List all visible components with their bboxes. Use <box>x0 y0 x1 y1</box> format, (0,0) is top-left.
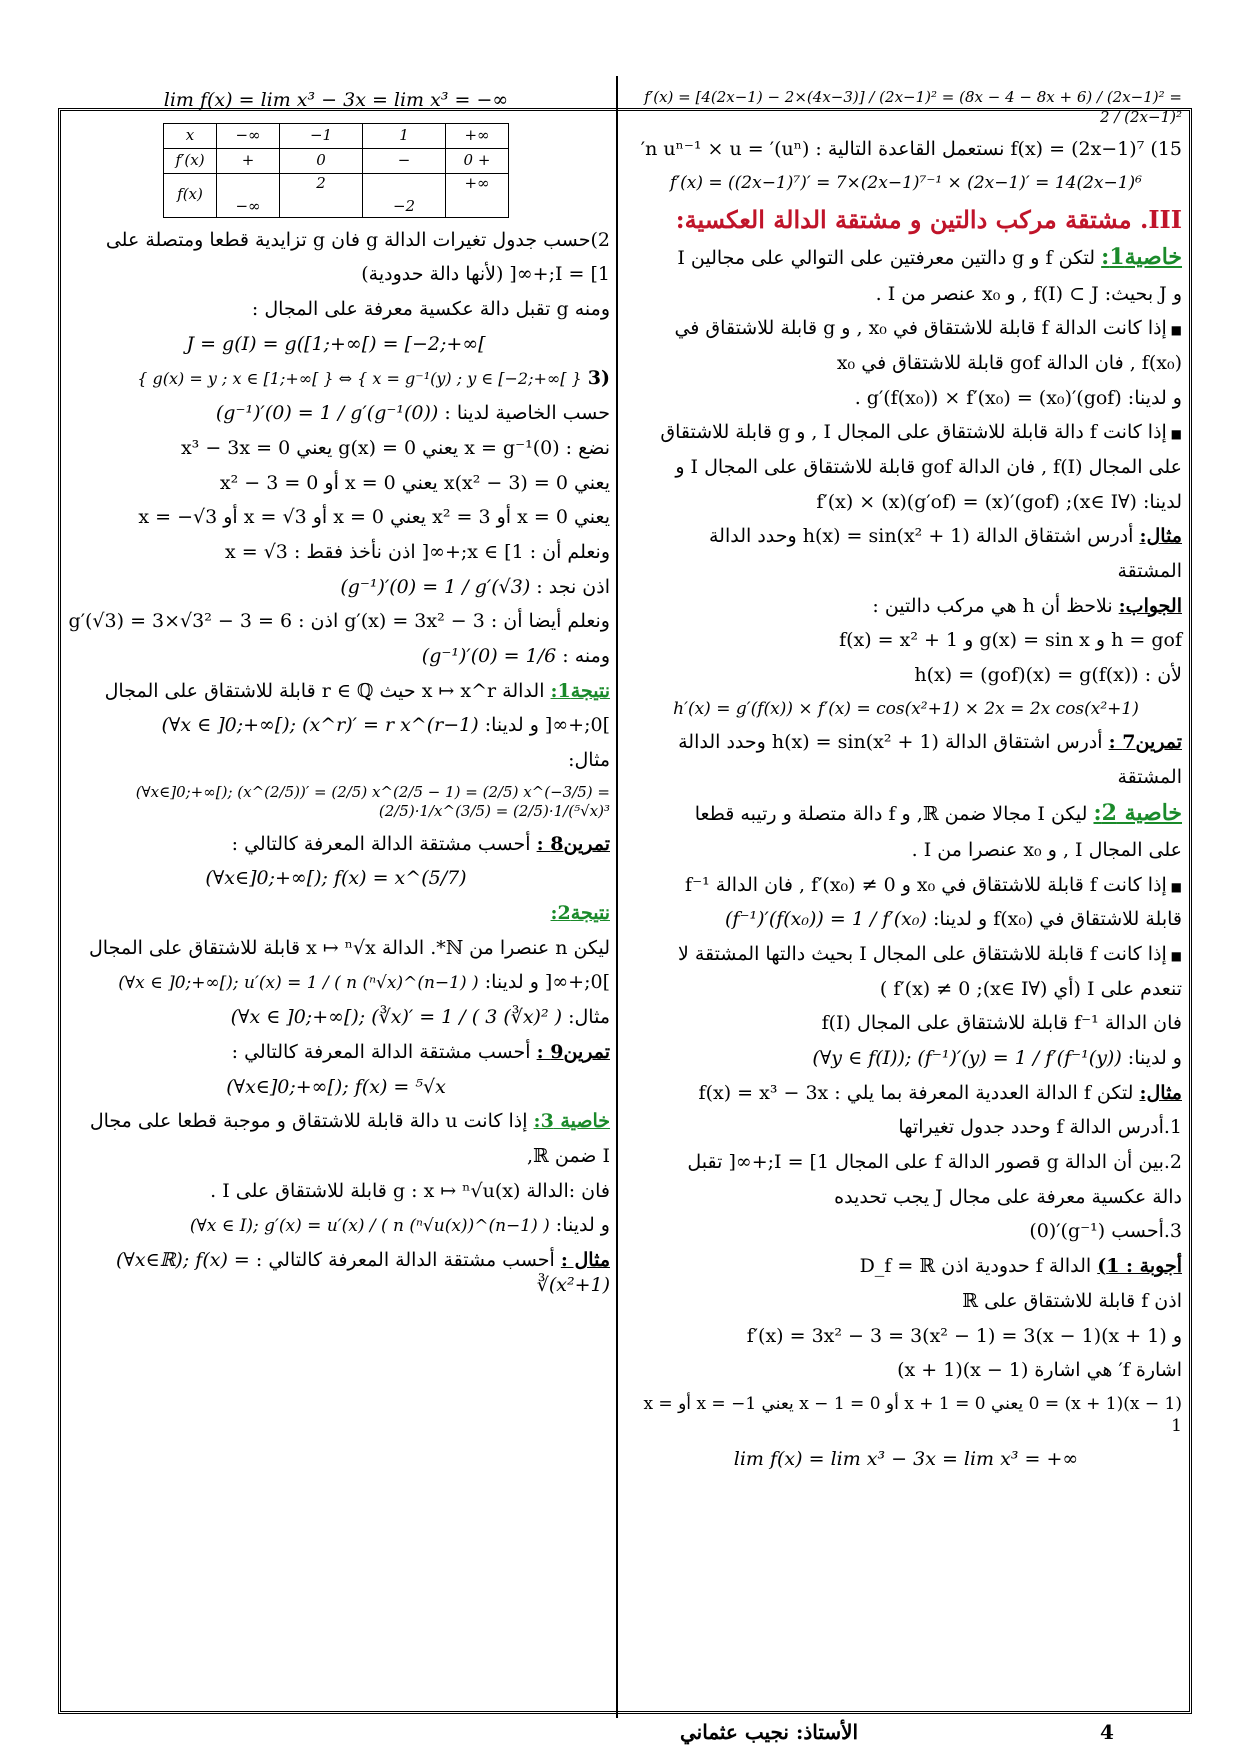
line-f-text: ومنه : <box>562 644 610 667</box>
question-2b: دالة عكسية معرفة على مجال J يجب تحديده <box>834 1185 1182 1208</box>
table-cell: −∞ <box>217 123 280 148</box>
property-1-text2: و J بحيث: f(I) ⊂ J , و x₀ عنصر من I . <box>875 282 1182 305</box>
property-3-text4: و لدينا: <box>555 1214 610 1237</box>
property-2 <box>630 799 1182 828</box>
question-3: 3.أحسب (g⁻¹)′(0) <box>1029 1220 1182 1243</box>
property-2-text2: على المجال I , و x₀ عنصرا من I . <box>911 838 1182 861</box>
eq-bullet-3: (f⁻¹)′(f(x₀)) = 1 / f′(x₀) <box>725 908 927 931</box>
property-1 <box>630 243 1182 272</box>
property-3-text3: فان :الدالة g : x ↦ ⁿ√u(x) قابلة للاشتقاق على I . <box>210 1179 610 1202</box>
last-example <box>62 1248 610 1297</box>
sign: + <box>477 150 491 169</box>
property-3-line4 <box>62 1213 610 1238</box>
example-h-heading: مثال: <box>1139 525 1182 548</box>
answers-heading: أجوبة : 1) <box>1097 1255 1182 1278</box>
result-1-text: الدالة x ↦ x^r حيث r ∈ ℚ قابلة للاشتقاق على المجال <box>104 679 545 702</box>
table-cell: 1 <box>363 123 446 148</box>
column-divider <box>616 76 618 1718</box>
prop-text: حسب الخاصية لدينا : <box>444 402 610 425</box>
result-2-line2 <box>62 970 610 995</box>
bullet-1: ■ إذا كانت الدالة f قابلة للاشتقاق في x₀ , و g قابلة للاشتقاق في <box>630 316 1182 341</box>
property-3-heading: خاصية 3: <box>533 1110 610 1133</box>
line-e: ونعلم أيضا أن : g′(x) = 3x² − 3 اذن : g′(√3) = 3×√3² − 3 = 6 <box>68 610 610 633</box>
para-2: 2)حسب جدول تغيرات الدالة g فان g تزايدية قطعا ومتصلة على <box>105 228 610 251</box>
exercise-7-text: أدرس اشتقاق الدالة h(x) = sin(x² + 1) وحدد الدالة <box>678 730 1103 753</box>
question-2: 2.بين أن الدالة g قصور الدالة f على المجال I = [1;+∞[ تقبل <box>687 1151 1182 1174</box>
answers-text2: اذن f قابلة للاشتقاق على ℝ <box>962 1289 1182 1312</box>
property-3-text2: I ضمن ℝ, <box>526 1144 610 1167</box>
table-cell: x <box>164 123 217 148</box>
answers-text3: اشارة f′ هي اشارة (x − 1)(x + 1) <box>897 1359 1182 1382</box>
eq-exercise-9: (∀x∈]0;+∞[); f(x) = ⁵√x <box>226 1075 446 1098</box>
set-line: نضع : x = g⁻¹(0) يعني 0 = g(x) يعني x³ − 3x = 0 <box>180 436 610 459</box>
line-d <box>62 575 610 600</box>
zero: 0 <box>316 150 326 169</box>
answer <box>630 594 1182 619</box>
eq-15: f′(x) = ((2x−1)⁷)′ = 7×(2x−1)⁷⁻¹ × (2x−1)′ = 14(2x−1)⁶ <box>669 172 1143 193</box>
result-2-heading: نتيجة2: <box>550 902 610 925</box>
example-1 <box>62 748 610 773</box>
bullet-1-text3: و لدينا: (gof)′(x₀) = g′(f(x₀)) × f′(x₀) . <box>854 386 1182 409</box>
table-row <box>164 148 509 173</box>
main-example-heading: مثال: <box>1139 1081 1182 1104</box>
table-row <box>164 173 509 217</box>
table-cell: f(x) <box>164 173 217 217</box>
q15-text: f(x) = (2x−1)⁷ نستعمل القاعدة التالية : (uⁿ)′ = n uⁿ⁻¹ × u′ <box>640 138 1145 160</box>
eq-property-3: (∀x ∈ I); g′(x) = u′(x) / ( n (ⁿ√u(x))^(n−1) ) <box>189 1216 550 1237</box>
example-2 <box>62 1005 610 1030</box>
bullet-2-text2: على المجال f(I) , فان الدالة gof قابلة للاشتقاق على المجال I و <box>675 456 1182 478</box>
line-d-text: اذن نجد : <box>536 575 610 598</box>
property-2-heading: خاصية 2: <box>1093 800 1182 827</box>
line-c: ونعلم أن : x ∈ [1;+∞[ اذن نأخذ فقط : x = √3 <box>224 540 610 563</box>
bullet-4-text4: و لدينا: <box>1127 1047 1182 1069</box>
table-cell <box>217 148 280 173</box>
property-1-heading: خاصية1: <box>1101 243 1182 270</box>
zero: 0 <box>463 150 474 169</box>
bullet-3-text2: قابلة للاشتقاق في f(x₀) و لدينا: <box>932 908 1182 931</box>
eq-result-2: (∀x ∈ ]0;+∞[); u′(x) = 1 / ( n (ⁿ√x)^(n−1) ) <box>118 973 479 994</box>
q15-label: 15) <box>1150 138 1182 160</box>
table-cell: f′(x) <box>164 148 217 173</box>
sign: + <box>241 150 255 169</box>
bullet-1-text2: f(x₀) , فان الدالة gof قابلة للاشتقاق في x₀ <box>836 351 1182 374</box>
eq-j-interval: J = g(I) = g([1;+∞[) = [−2;+∞[ <box>186 332 486 355</box>
bullet-4-text2: تنعدم على I (أي (∀x∈ I); f′(x) ≠ 0 ) <box>879 977 1182 1000</box>
eq-d: (g⁻¹)′(0) = 1 / g′(√3) <box>340 575 531 598</box>
example-label: مثال: <box>568 1006 610 1029</box>
table-cell <box>363 148 446 173</box>
eq-top-derivative: f′(x) = [4(2x−1) − 2×(4x−3)] / (2x−1)² = (8x − 4 − 8x + 6) / (2x−1)² = 2 / (2x−1)² <box>644 88 1182 126</box>
result-1 <box>62 679 610 704</box>
eq-prop: (g⁻¹)′(0) = 1 / g′(g⁻¹(0)) <box>215 402 439 425</box>
result-2-text: ليكن n عنصرا من ℕ*. الدالة x ↦ ⁿ√x قابلة للاشتقاق على المجال <box>88 936 610 959</box>
result-2-text2: ]0;+∞[ و لدينا: <box>484 971 610 994</box>
question-15 <box>630 137 1182 162</box>
answers-eq1: و f′(x) = 3x² − 3 = 3(x² − 1) = 3(x − 1)(x + 1) <box>746 1324 1182 1347</box>
main-example <box>630 1081 1182 1106</box>
author-footer: الأستاذ: نجيب عثماني <box>680 1720 859 1744</box>
answer-eq-2: لأن : h(x) = (gof)(x) = g(f(x)) <box>914 664 1182 687</box>
system-line <box>62 366 610 391</box>
result-2 <box>62 901 610 926</box>
bullet-4-line4 <box>630 1046 1182 1071</box>
property-3-text: إذا كانت u دالة قابلة للاشتقاق و موجبة قطعا على مجال <box>89 1110 528 1133</box>
bullet-4: ■ إذا كانت f قابلة للاشتقاق على المجال I بحيث دالتها المشتقة لا <box>630 942 1182 967</box>
example-label: مثال: <box>568 749 610 771</box>
exercise-8 <box>62 832 610 857</box>
limit-minus-infinity: lim f(x) = lim x³ − 3x = lim x³ = −∞ <box>163 89 509 111</box>
bullet-4-text3: فان الدالة f⁻¹ قابلة للاشتقاق على المجال f(I) <box>821 1012 1182 1035</box>
sign: − <box>397 150 411 169</box>
bullet-3-line2 <box>630 907 1182 932</box>
right-column <box>630 84 1182 1482</box>
limit-plus-infinity: lim f(x) = lim x³ − 3x = lim x³ = +∞ <box>733 1448 1079 1471</box>
eq-bullet-4: (∀y ∈ f(I)); (f⁻¹)′(y) = 1 / f′(f⁻¹(y)) <box>812 1047 1122 1069</box>
eq-example-2: (∀x ∈ ]0;+∞[); (∛x)′ = 1 / ( 3 (∛x)² ) <box>230 1006 563 1029</box>
table-row <box>164 123 509 148</box>
example-h <box>630 524 1182 549</box>
line-f <box>62 644 610 669</box>
table-cell <box>280 148 363 173</box>
table-cell: +∞ <box>446 173 509 217</box>
example-h-text2: المشتقة <box>1117 560 1182 583</box>
answer-eq-1: h = gof و g(x) = sin x و f(x) = x² + 1 <box>839 629 1182 652</box>
prop-line <box>62 401 610 426</box>
bullet-2-text3: لدينا: (∀x∈ I); (gof)′(x) = (g′of)(x) × f′(x) <box>816 490 1182 513</box>
page-number: 4 <box>1100 1720 1114 1744</box>
exercise-7-text2: المشتقة <box>1117 765 1182 788</box>
left-column <box>62 84 610 1307</box>
exercise-9-text: أحسب مشتقة الدالة المعرفة كالتالي : <box>231 1040 531 1063</box>
exercise-8-heading: تمرين8 : <box>536 832 610 855</box>
exercise-7-heading: تمرين7 : <box>1108 730 1182 753</box>
eq-last-example: (∀x∈ℝ); f(x) = ∛(x²+1) <box>115 1248 610 1296</box>
bullet-2: ■ إذا كانت f دالة قابلة للاشتقاق على المجال I , و g قابلة للاشتقاق <box>630 420 1182 445</box>
answer-text: نلاحظ أن h هي مركب دالتين : <box>872 594 1113 617</box>
table-cell: +∞ <box>446 123 509 148</box>
result-1-heading: نتيجة1: <box>550 679 610 702</box>
result-1-line2 <box>62 713 610 738</box>
property-2-text: ليكن I مجالا ضمن ℝ, و f دالة متصلة و رتيبه قطعا <box>694 803 1088 826</box>
section-title: III. مشتقة مركب دالتين و مشتقة الدالة العكسية: <box>675 204 1182 234</box>
eq-f: (g⁻¹)′(0) = 1/6 <box>421 644 557 667</box>
eq-result-1: (∀x ∈ ]0;+∞[); (x^r)′ = r x^(r−1) <box>161 714 479 737</box>
variation-table <box>163 123 509 218</box>
line-b: يعني x = 0 أو x² = 3 يعني x = 0 أو x = √3 أو x = −√3 <box>138 506 610 529</box>
para-2c: ومنه g تقبل دالة عكسية معرفة على المجال : <box>251 298 610 321</box>
property-1-text: لتكن f و g دالتين معرفتين على التوالي على مجالين I <box>677 246 1096 269</box>
table-cell: −∞ <box>217 173 280 217</box>
last-example-heading: مثال : <box>560 1248 610 1271</box>
property-3 <box>62 1109 610 1134</box>
last-example-text: أحسب مشتقة الدالة المعرفة كالتالي : <box>255 1248 555 1271</box>
eq-system: { g(x) = y ; x ∈ [1;+∞[ } ⇔ { x = g⁻¹(y) ; y ∈ [−2;+∞[ } <box>137 369 582 389</box>
table-cell: 2 <box>280 173 363 217</box>
exercise-9 <box>62 1040 610 1065</box>
table-cell: −1 <box>280 123 363 148</box>
answer-heading: الجواب: <box>1118 594 1182 617</box>
eq-example-1: (∀x∈]0;+∞[); (x^(2/5))′ = (2/5) x^(2/5 − 1) = (2/5) x^(−3/5) = (2/5)·1/x^(3/5) = (2/5)·1/(⁵√x)³ <box>135 782 610 821</box>
answer-eq-3: h′(x) = g′(f(x)) × f′(x) = cos(x²+1) × 2x = 2x cos(x²+1) <box>673 698 1139 719</box>
para-2b: I = [1;+∞[ (لأنها دالة حدودية) <box>361 263 610 286</box>
answers-text: الدالة f حدودية اذن D_f = ℝ <box>859 1255 1092 1278</box>
bullet-3: ■ إذا كانت f قابلة للاشتقاق في x₀ و f′(x₀) ≠ 0 , فان الدالة f⁻¹ <box>630 873 1182 898</box>
question-1: 1.أدرس الدالة f وحدد جدول تغيراتها <box>898 1116 1182 1139</box>
answers-eq2: (x − 1)(x + 1) = 0 يعني x + 1 = 0 أو x − 1 = 0 يعني x = −1 أو x = 1 <box>643 1393 1182 1436</box>
line-a: يعني x(x² − 3) = 0 يعني x = 0 أو x² − 3 = 0 <box>219 471 610 494</box>
eq-exercise-8: (∀x∈]0;+∞[); f(x) = x^(5/7) <box>205 867 467 890</box>
exercise-9-heading: تمرين9 : <box>536 1040 610 1063</box>
main-example-text: لتكن f الدالة العددية المعرفة بما يلي : f(x) = x³ − 3x <box>698 1081 1134 1104</box>
answers-1 <box>630 1254 1182 1279</box>
table-cell <box>446 148 509 173</box>
example-h-text: أدرس اشتقاق الدالة h(x) = sin(x² + 1) وحدد الدالة <box>708 525 1134 548</box>
table-cell: −2 <box>363 173 446 217</box>
result-1-text2: ]0;+∞[ و لدينا: <box>484 714 610 737</box>
q3-label: (3 <box>587 367 610 390</box>
exercise-7 <box>630 730 1182 755</box>
exercise-8-text: أحسب مشتقة الدالة المعرفة كالتالي : <box>231 832 531 855</box>
